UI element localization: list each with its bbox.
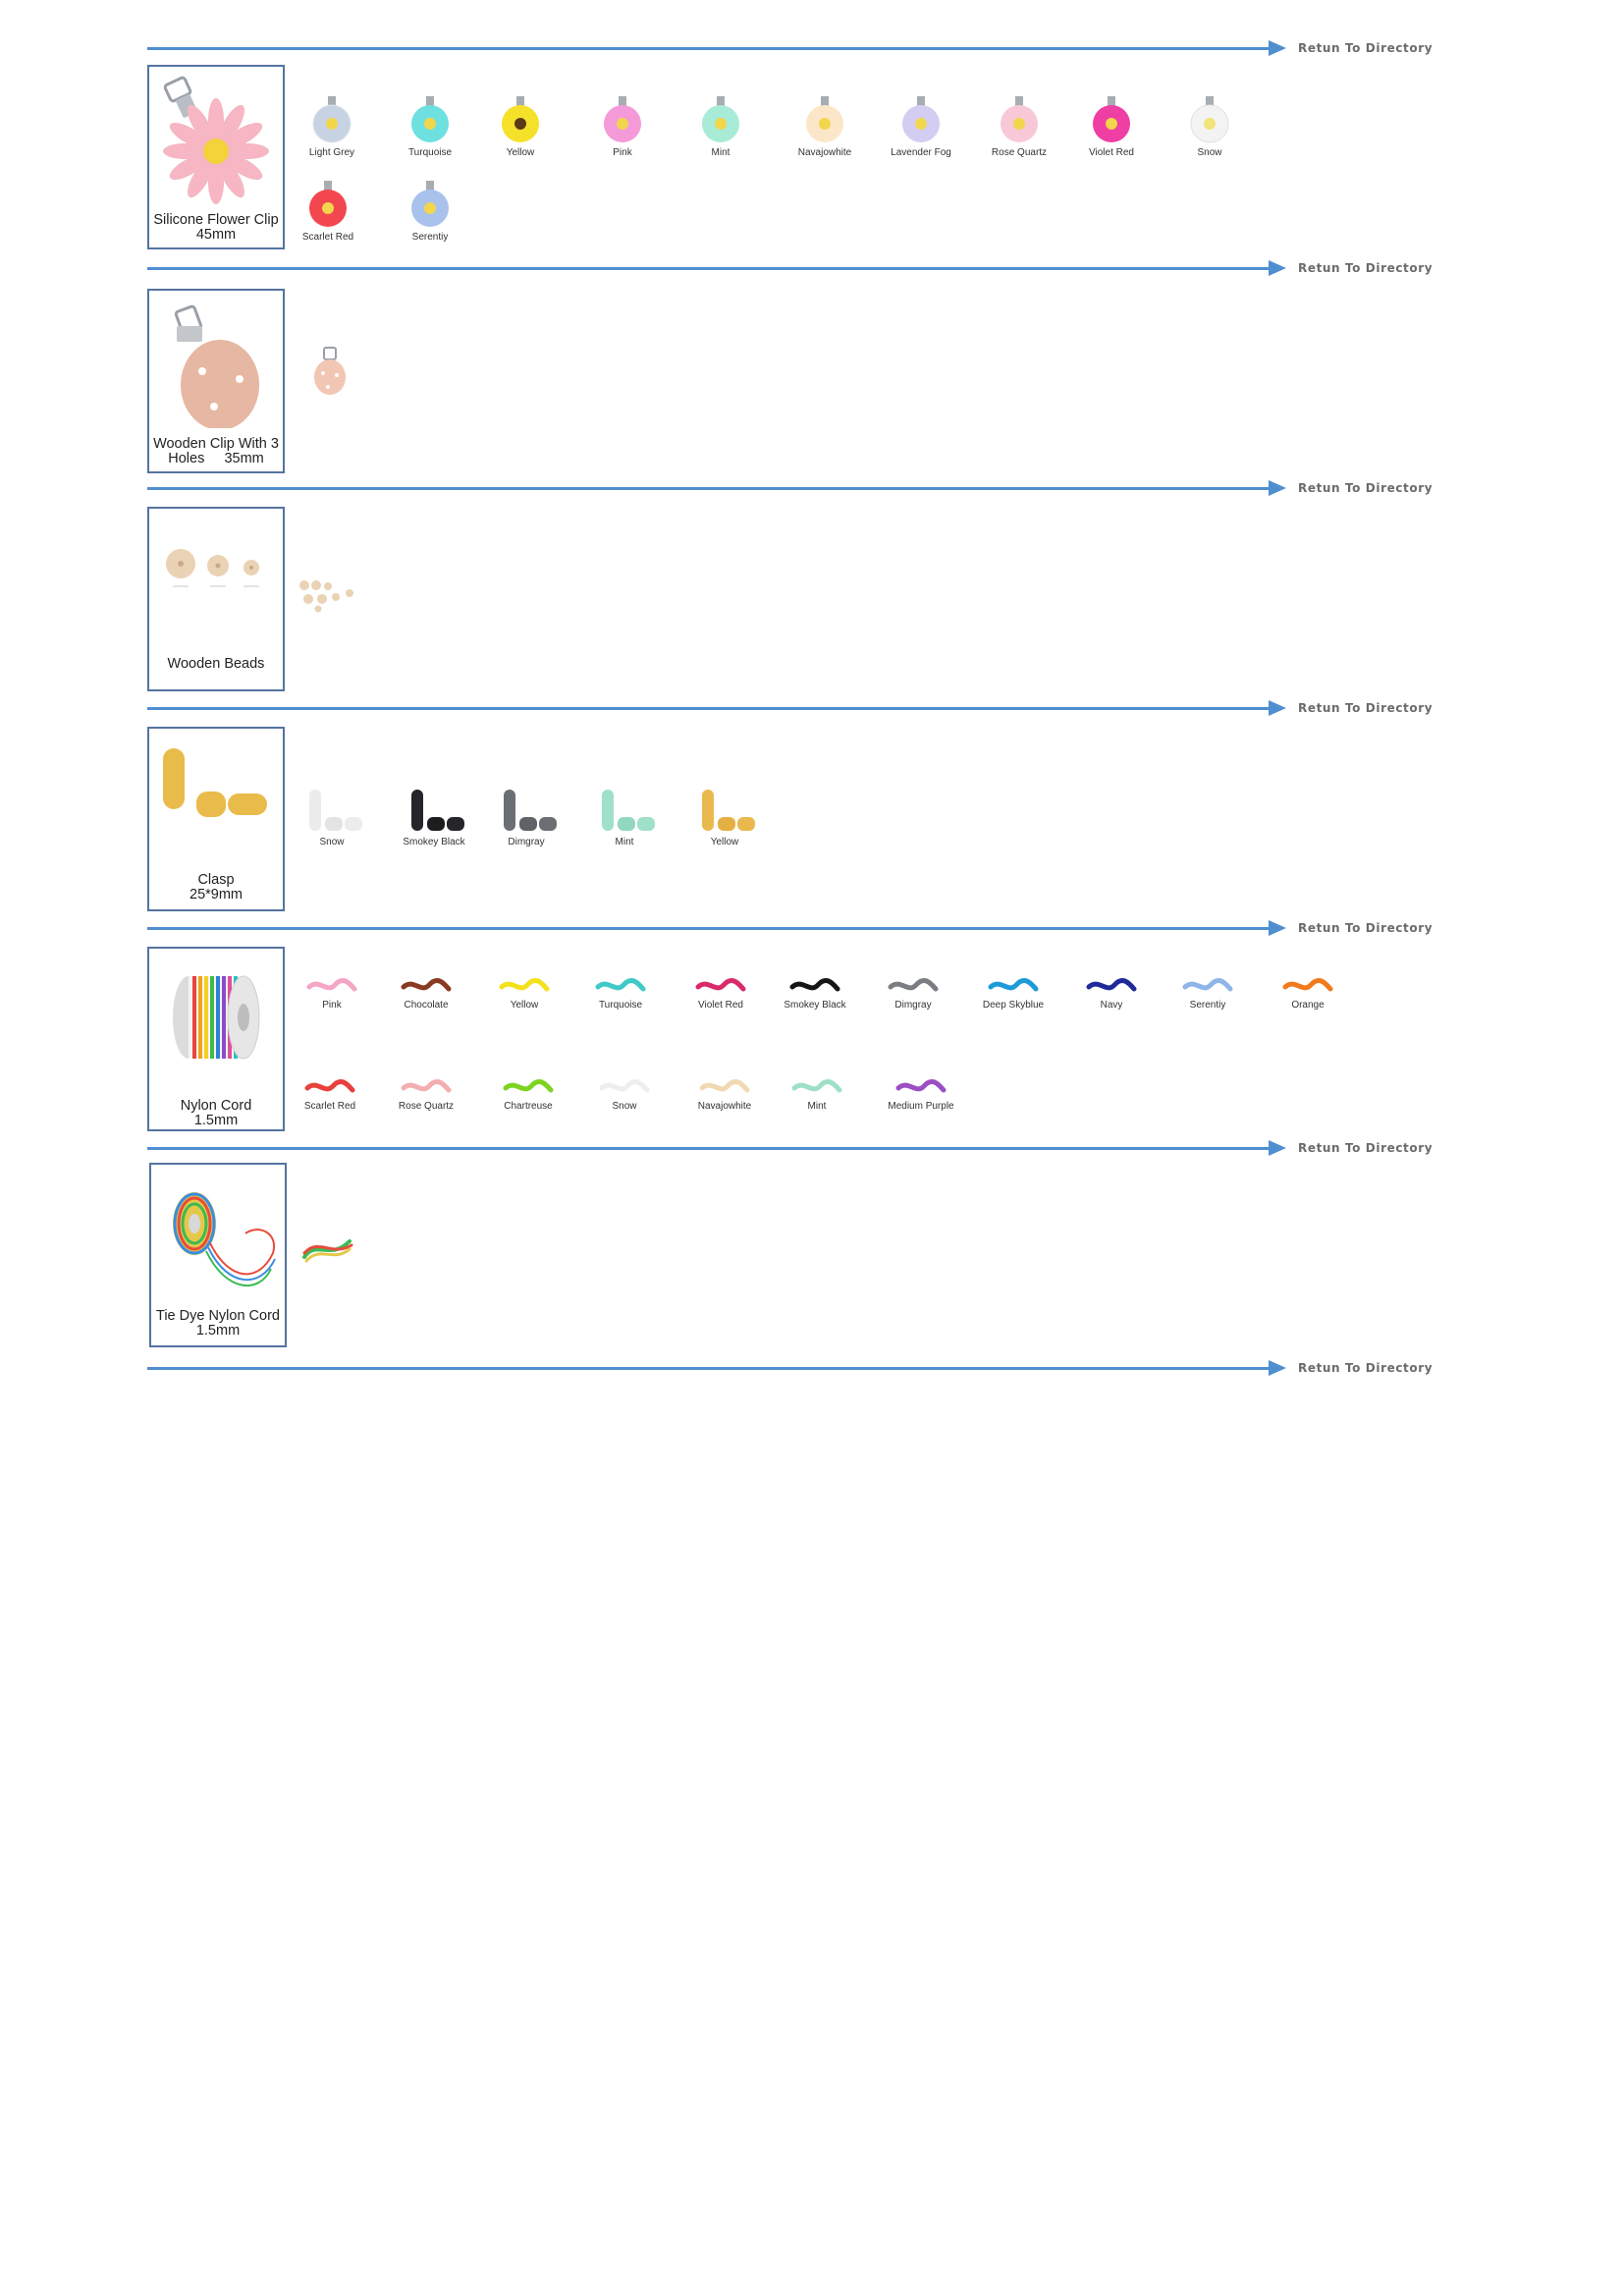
variant-swatch[interactable]: [285, 96, 379, 158]
flower-variant-icon: [698, 96, 743, 145]
product-card-wooden-beads[interactable]: [147, 507, 285, 691]
variant-label: Mint: [711, 147, 730, 158]
variant-label: Deep Skyblue: [982, 1000, 1045, 1011]
variant-swatch[interactable]: [387, 786, 481, 847]
variant-swatch[interactable]: [379, 976, 473, 1011]
return-to-directory-link[interactable]: Retun To Directory: [1298, 261, 1434, 275]
variant-swatch[interactable]: [479, 786, 573, 847]
section-divider-arrow: [147, 1358, 1286, 1378]
variant-swatch[interactable]: [1161, 976, 1255, 1011]
product-name: Nylon Cord: [180, 1098, 252, 1114]
section-divider-arrow: [147, 698, 1286, 718]
flower-variant-icon: [1187, 96, 1232, 145]
variant-swatch[interactable]: [379, 1077, 473, 1112]
cord-variant-icon: [987, 976, 1040, 998]
product-name: Wooden Beads: [167, 656, 265, 672]
variant-label: Lavender Fog: [891, 147, 951, 158]
variant-swatch[interactable]: [674, 976, 768, 1011]
cord-variant-icon: [1281, 976, 1334, 998]
variant-label: Medium Purple: [888, 1101, 954, 1112]
product-name: Wooden Clip With 3: [153, 436, 279, 452]
return-to-directory-link[interactable]: Retun To Directory: [1298, 1361, 1434, 1375]
nylon-cord-spool-image: [149, 949, 283, 1086]
variant-label: Smokey Black: [403, 837, 465, 847]
tie-dye-cord-image: [151, 1165, 285, 1302]
product-card-tie-dye-nylon-cord[interactable]: [149, 1163, 287, 1347]
return-to-directory-link[interactable]: Retun To Directory: [1298, 1141, 1434, 1155]
variant-swatch[interactable]: [1261, 976, 1355, 1011]
tie-dye-cord-thumbnail: [300, 1233, 355, 1265]
variant-swatch[interactable]: [481, 1077, 575, 1112]
variant-label: Snow: [612, 1101, 637, 1112]
variant-label: Rose Quartz: [398, 1101, 455, 1112]
wooden-clip-image: [149, 291, 283, 428]
flower-variant-icon: [802, 96, 847, 145]
variant-swatch[interactable]: [966, 976, 1060, 1011]
flower-clip-image: [149, 67, 283, 204]
product-name: Clasp: [197, 872, 235, 888]
variant-label: Chocolate: [404, 1000, 449, 1011]
product-card-silicone-flower-clip[interactable]: [147, 65, 285, 249]
variant-label: Dimgray: [508, 837, 545, 847]
variant-label: Rose Quartz: [991, 147, 1048, 158]
cord-variant-icon: [305, 976, 358, 998]
variant-swatch[interactable]: [477, 976, 571, 1011]
variant-swatch[interactable]: [770, 1077, 864, 1112]
variant-swatch[interactable]: [674, 96, 768, 158]
variant-swatch[interactable]: [573, 976, 668, 1011]
variant-label: Turquoise: [598, 1000, 643, 1011]
flower-variant-icon: [1089, 96, 1134, 145]
clasp-variant-icon: [298, 786, 366, 835]
variant-swatch[interactable]: [1064, 976, 1159, 1011]
variant-swatch[interactable]: [383, 96, 477, 158]
product-name: Tie Dye Nylon Cord: [156, 1308, 280, 1324]
wooden-beads-image: [149, 509, 283, 646]
variant-swatch[interactable]: [383, 181, 477, 243]
variant-label: Serentiy: [1189, 1000, 1226, 1011]
section-divider-arrow: [147, 1138, 1286, 1158]
variant-label: Smokey Black: [784, 1000, 846, 1011]
wooden-beads-thumbnail: [297, 577, 359, 613]
product-card-clasp[interactable]: [147, 727, 285, 911]
variant-swatch[interactable]: [473, 96, 568, 158]
variant-label: Serentiy: [411, 232, 449, 243]
return-to-directory-link[interactable]: Retun To Directory: [1298, 41, 1434, 55]
variant-label: Violet Red: [1089, 147, 1134, 158]
return-to-directory-link[interactable]: Retun To Directory: [1298, 921, 1434, 935]
variant-label: Pink: [613, 147, 632, 158]
cord-variant-icon: [788, 976, 841, 998]
cord-variant-icon: [400, 1077, 453, 1099]
flower-variant-icon: [407, 96, 453, 145]
section-divider-arrow: [147, 478, 1286, 498]
variant-swatch[interactable]: [285, 976, 379, 1011]
section-divider-arrow: [147, 918, 1286, 938]
variant-label: Navy: [1100, 1000, 1123, 1011]
clasp-variant-icon: [492, 786, 561, 835]
flower-variant-icon: [997, 96, 1042, 145]
variant-label: Orange: [1291, 1000, 1325, 1011]
variant-label: Snow: [1197, 147, 1222, 158]
flower-variant-icon: [498, 96, 543, 145]
product-card-wooden-clip[interactable]: [147, 289, 285, 473]
flower-variant-icon: [305, 181, 351, 230]
cord-variant-icon: [400, 976, 453, 998]
cord-variant-icon: [790, 1077, 843, 1099]
variant-swatch[interactable]: [1163, 96, 1257, 158]
variant-swatch[interactable]: [577, 1077, 672, 1112]
flower-variant-icon: [600, 96, 645, 145]
clasp-image: [149, 729, 283, 866]
variant-swatch[interactable]: [778, 96, 872, 158]
product-card-nylon-cord[interactable]: [147, 947, 285, 1131]
cord-variant-icon: [1181, 976, 1234, 998]
variant-swatch[interactable]: [575, 96, 670, 158]
variant-swatch[interactable]: [866, 976, 960, 1011]
clasp-variant-icon: [400, 786, 468, 835]
variant-label: Yellow: [506, 147, 535, 158]
flower-variant-icon: [898, 96, 944, 145]
cord-variant-icon: [698, 1077, 751, 1099]
cord-variant-icon: [694, 976, 747, 998]
cord-variant-icon: [598, 1077, 651, 1099]
flower-variant-icon: [407, 181, 453, 230]
variant-label: Chartreuse: [504, 1101, 553, 1112]
variant-label: Light Grey: [308, 147, 355, 158]
variant-swatch[interactable]: [577, 786, 672, 847]
clasp-variant-icon: [590, 786, 659, 835]
variant-label: Mint: [807, 1101, 827, 1112]
variant-label: Navajowhite: [697, 1101, 752, 1112]
variant-swatch[interactable]: [677, 1077, 772, 1112]
variant-label: Mint: [615, 837, 634, 847]
variant-label: Scarlet Red: [303, 1101, 356, 1112]
clasp-variant-icon: [690, 786, 759, 835]
return-to-directory-link[interactable]: Retun To Directory: [1298, 481, 1434, 495]
variant-swatch[interactable]: [285, 786, 379, 847]
variant-label: Yellow: [710, 837, 739, 847]
variant-swatch[interactable]: [677, 786, 772, 847]
variant-label: Violet Red: [698, 1000, 743, 1011]
variant-swatch[interactable]: [768, 976, 862, 1011]
variant-label: Turquoise: [407, 147, 453, 158]
product-size: Holes 35mm: [168, 451, 264, 466]
cord-variant-icon: [498, 976, 551, 998]
section-divider-arrow: [147, 258, 1286, 278]
product-size: 1.5mm: [193, 1113, 239, 1128]
variant-label: Pink: [322, 1000, 342, 1011]
cord-variant-icon: [594, 976, 647, 998]
product-size: 1.5mm: [195, 1323, 241, 1339]
return-to-directory-link[interactable]: Retun To Directory: [1298, 701, 1434, 715]
cord-variant-icon: [894, 1077, 947, 1099]
cord-variant-icon: [1085, 976, 1138, 998]
cord-variant-icon: [502, 1077, 555, 1099]
variant-swatch[interactable]: [281, 181, 375, 243]
variant-swatch[interactable]: [283, 1077, 377, 1112]
flower-variant-icon: [309, 96, 354, 145]
variant-label: Navajowhite: [797, 147, 852, 158]
product-name: Silicone Flower Clip: [153, 212, 279, 228]
variant-label: Dimgray: [894, 1000, 932, 1011]
variant-label: Snow: [319, 837, 345, 847]
variant-swatch[interactable]: [874, 1077, 968, 1112]
variant-label: Yellow: [510, 1000, 539, 1011]
variant-label: Scarlet Red: [301, 232, 354, 243]
variant-swatch[interactable]: [874, 96, 968, 158]
variant-swatch[interactable]: [1064, 96, 1159, 158]
section-divider-arrow: [147, 38, 1286, 58]
cord-variant-icon: [887, 976, 940, 998]
product-size: 25*9mm: [189, 887, 243, 902]
wooden-clip-thumbnail: [310, 346, 350, 397]
product-size: 45mm: [195, 227, 237, 243]
cord-variant-icon: [303, 1077, 356, 1099]
variant-swatch[interactable]: [972, 96, 1066, 158]
